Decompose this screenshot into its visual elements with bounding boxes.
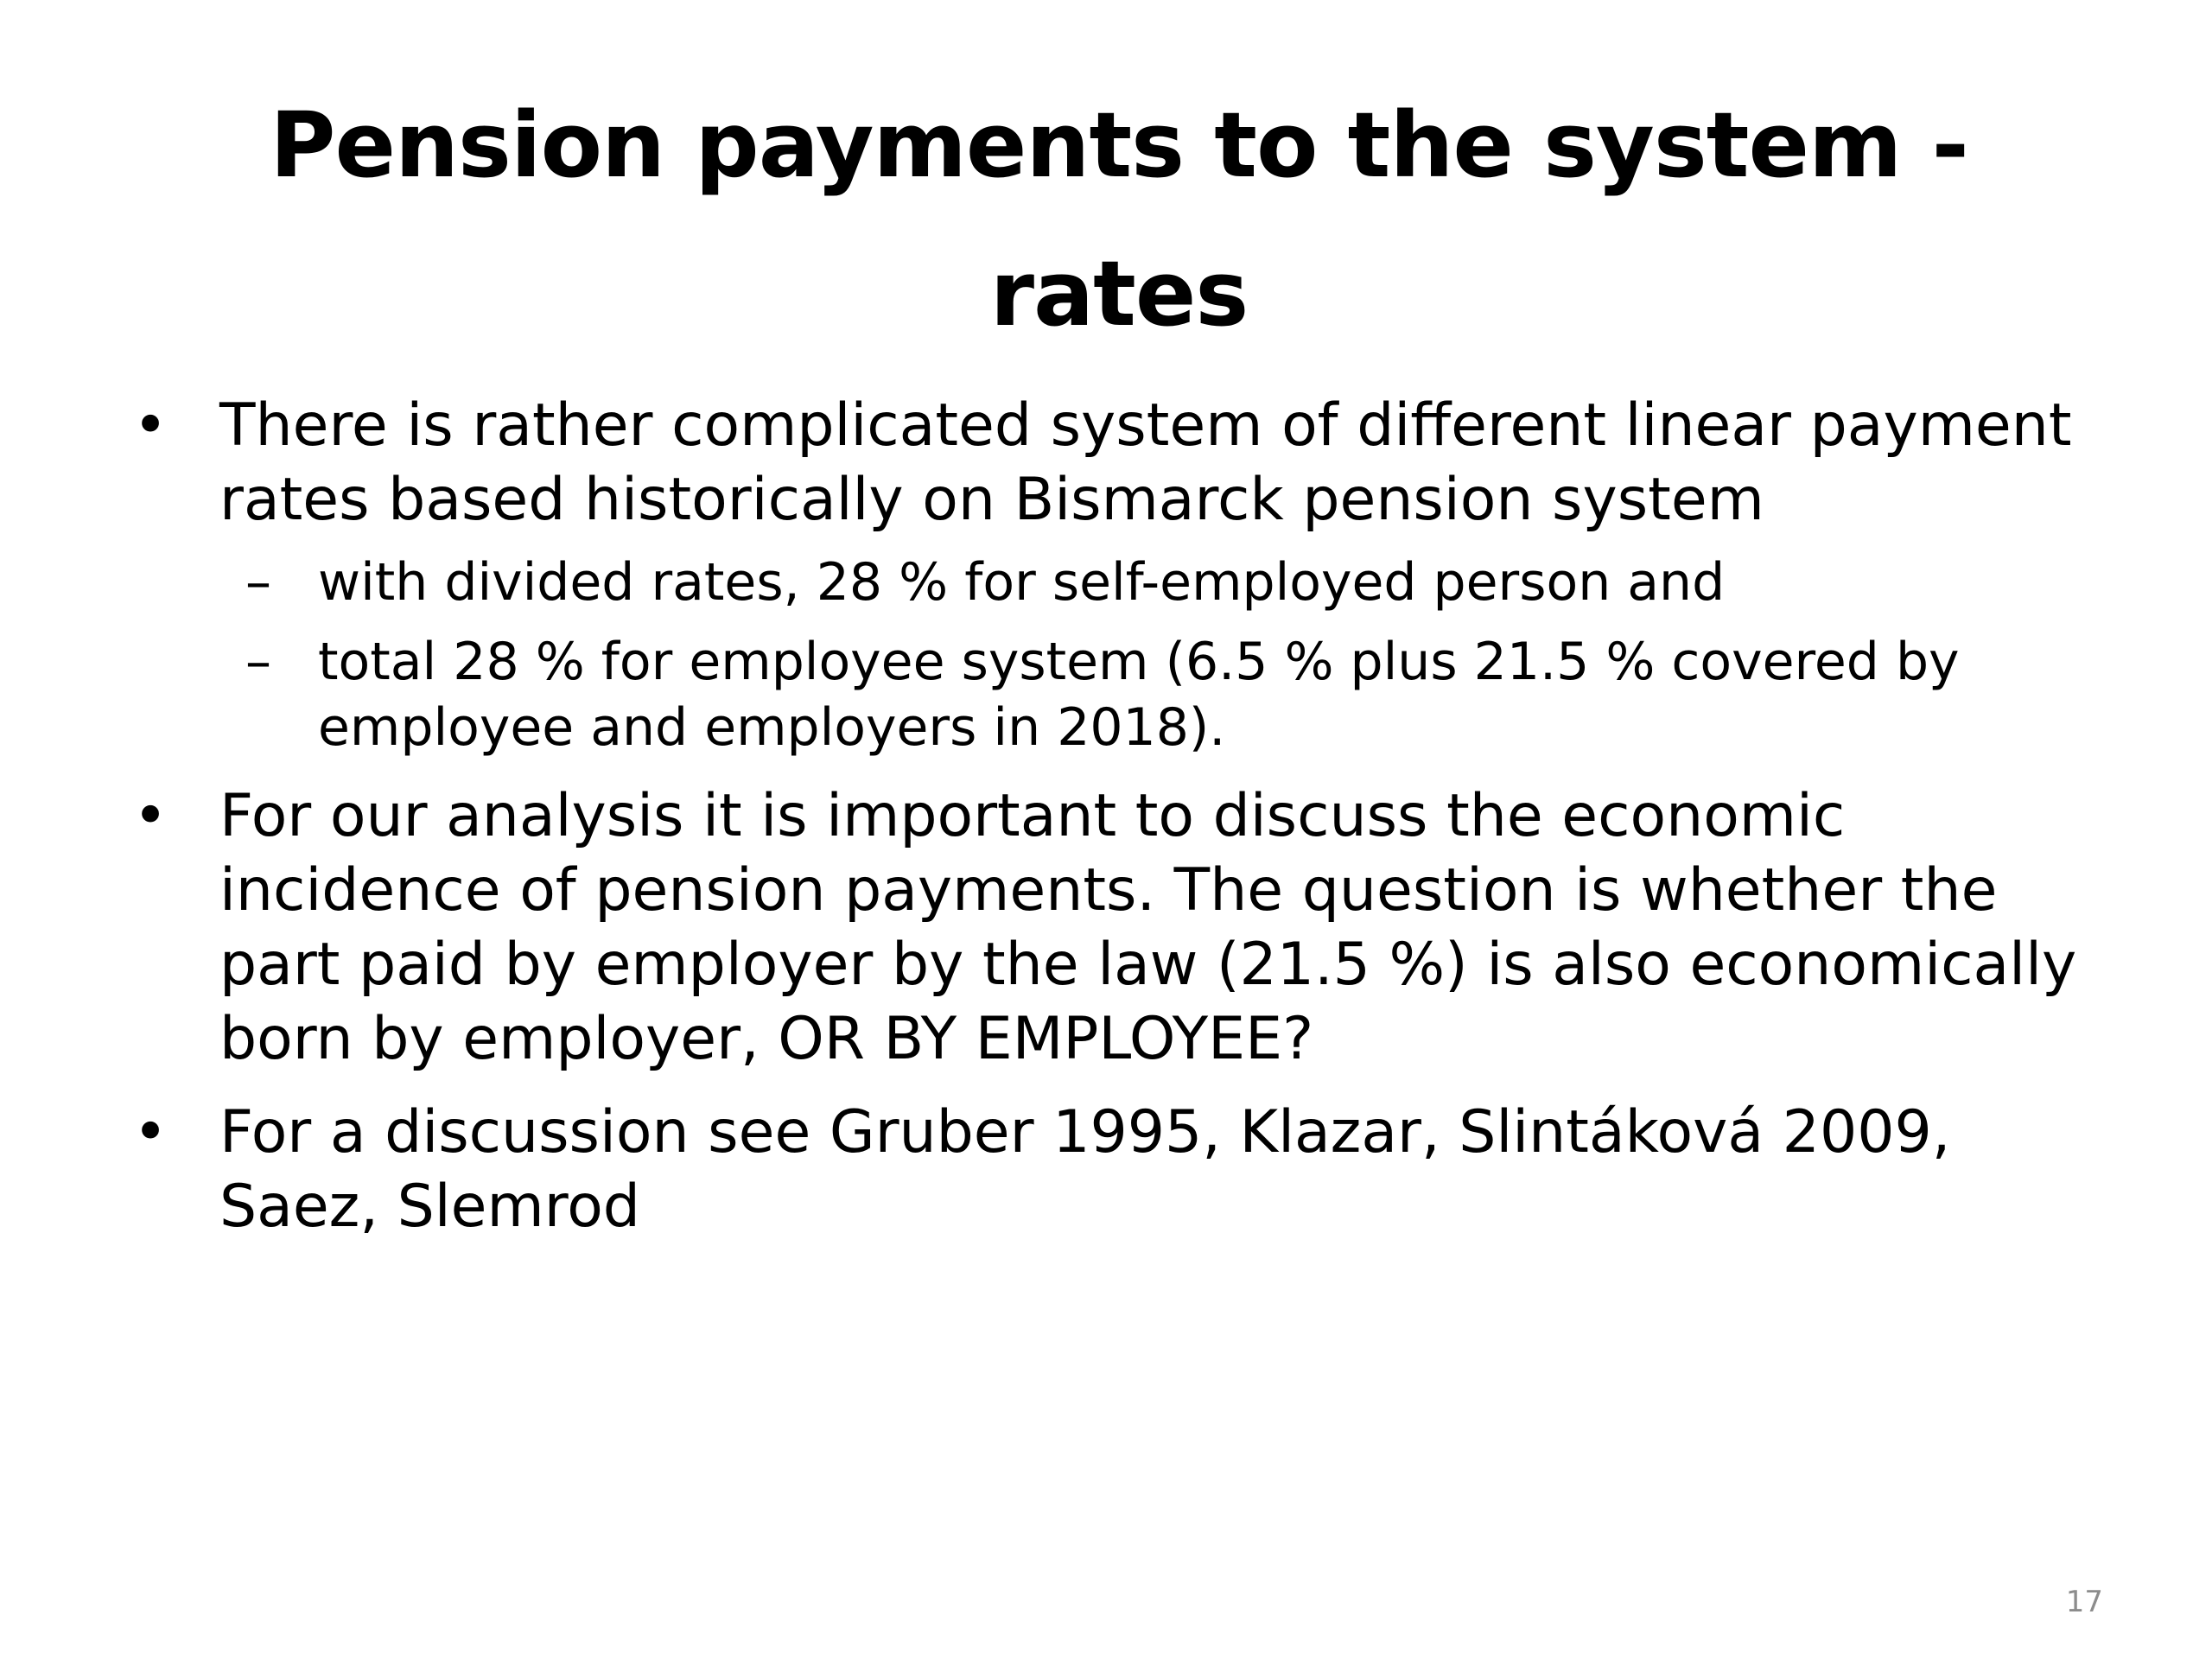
dash-glyph: –	[245, 552, 271, 613]
dash-glyph: –	[245, 632, 271, 692]
sub-bullet-item	[219, 629, 2082, 760]
bullet-glyph: •	[133, 1098, 168, 1166]
sub-bullet-text: total 28 % for employee system (6.5 % plus 21.5 % covered by employee and employers in 2018).	[318, 632, 1960, 758]
slide-title-line-1: Pension payments to the system -	[270, 92, 1968, 198]
bullet-text: There is rather complicated system of different linear payment rates based historically on Bismarck pension system	[219, 391, 2072, 534]
page-number: 17	[2065, 1585, 2103, 1619]
sub-bullet-text: with divided rates, 28 % for self-employed person and	[318, 552, 1726, 613]
bullet-text: For a discussion see Gruber 1995, Klazar, Slintáková 2009, Saez, Slemrod	[219, 1098, 1951, 1241]
slide-body	[130, 389, 2082, 1263]
bullet-item	[130, 779, 2082, 1077]
bullet-item	[130, 389, 2082, 760]
sub-bullet-item	[219, 550, 2082, 615]
slide-title-line-2: rates	[989, 241, 1249, 346]
bullet-glyph: •	[133, 391, 168, 460]
bullet-text: For our analysis it is important to discuss the economic incidence of pension payments. The question is whether the part paid by employer by the law (21.5 %) is also economically born by employer, OR BY EMPLOYEE?	[219, 782, 2077, 1073]
bullet-item	[130, 1096, 2082, 1244]
bullet-glyph: •	[133, 782, 168, 850]
slide-title	[156, 71, 2082, 368]
sub-bullet-list	[219, 550, 2082, 760]
